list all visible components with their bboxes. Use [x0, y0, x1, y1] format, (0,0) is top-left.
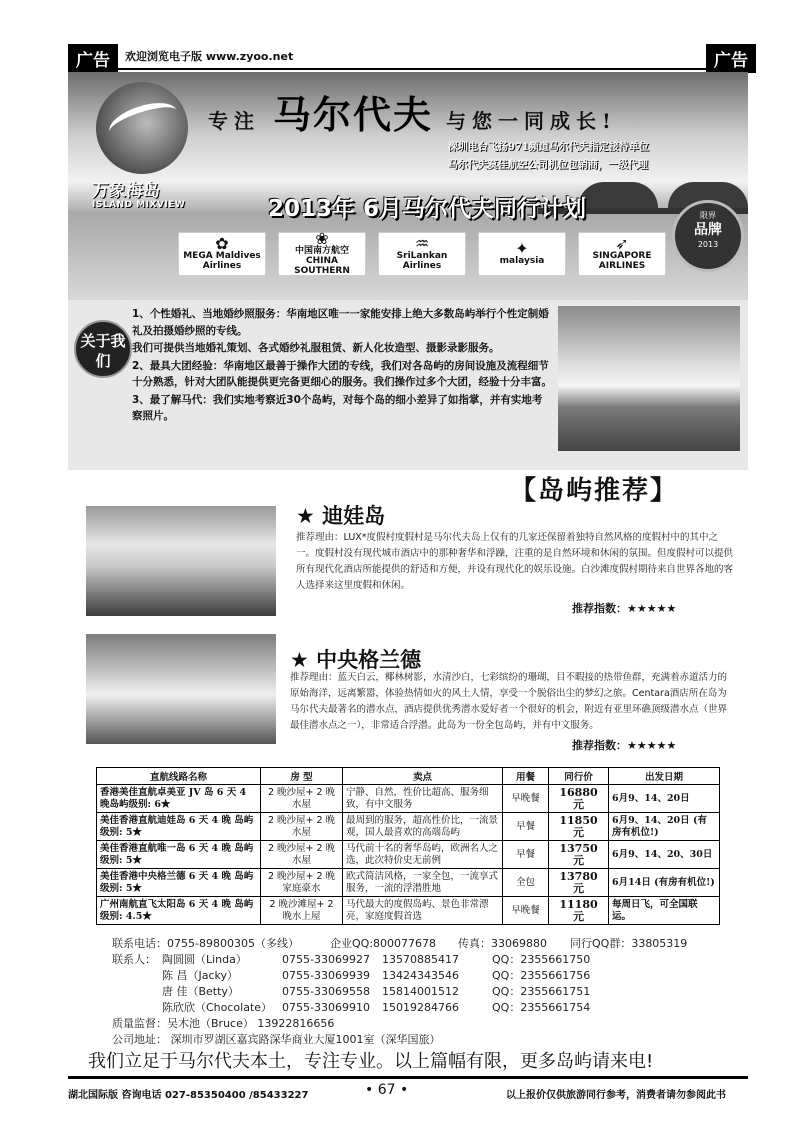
contact-main-row	[112, 936, 732, 952]
person-phone: 0755-33069910	[282, 1001, 370, 1014]
meal-cell: 全包	[503, 869, 549, 897]
about-list	[132, 306, 552, 426]
contact-person-row	[112, 984, 732, 1000]
footer-right: 以上报价仅供旅游同行参考，消费者请勿参阅此书	[506, 1090, 726, 1101]
date-cell: 6月9、14、20、30日	[609, 841, 720, 869]
route-cell: 广州南航直飞太阳岛 6 天 4 晚 岛屿级别: 4.5★	[97, 897, 261, 925]
brand-name-cn: 万象海岛	[92, 181, 160, 201]
fax: 传真：33069880	[458, 937, 547, 950]
company-address: 公司地址： 深圳市罗湖区嘉宾路深华商业大厦1001室（深华国旅）	[112, 1033, 441, 1046]
person-mobile: 13424343546	[382, 969, 459, 982]
col-header: 出发日期	[609, 768, 720, 785]
col-header: 卖点	[343, 768, 503, 785]
table-row	[97, 841, 720, 869]
feature-cell: 马代最大的度假岛屿、景色非常漂亮，家庭度假首选	[343, 897, 503, 925]
person-phone: 0755-33069939	[282, 969, 370, 982]
brand-badge: 限界 品牌 2013	[672, 200, 744, 272]
wau-icon: ✦	[515, 239, 529, 259]
price-table	[96, 767, 720, 925]
slogan	[208, 84, 617, 139]
airline-logos	[178, 229, 666, 276]
price-cell: 16880 元	[549, 785, 609, 813]
date-cell: 6月9、14、20日	[609, 785, 720, 813]
date-cell: 每周日飞，可全国联运。	[609, 897, 720, 925]
hero-note-2: 马尔代夫莫佳航空公司机位包销商，一级代理	[448, 160, 648, 171]
contact-person-row	[112, 968, 732, 984]
room-cell: 2 晚沙屋+ 2 晚水屋	[261, 813, 343, 841]
water-villa	[578, 182, 658, 208]
slogan-post: 与您一同成长!	[445, 109, 617, 133]
meal-cell: 早餐	[503, 841, 549, 869]
plan-title: 2013年 6月马尔代夫同行计划	[268, 196, 587, 222]
contact-block	[112, 936, 732, 1048]
price-cell: 11850 元	[549, 813, 609, 841]
meal-cell: 早晚餐	[503, 785, 549, 813]
hero-note-1: 深圳电台飞扬971频道马尔代夫指定接待单位	[448, 142, 649, 153]
person-name: 唐 佳（Betty）	[162, 985, 239, 998]
people-label: 联系人：	[112, 953, 156, 966]
page-number: • 67 •	[365, 1082, 409, 1098]
person-mobile: 15814001512	[382, 985, 459, 998]
route-cell: 美佳香港中央格兰德 6 天 4 晚 岛屿级别: 5★	[97, 869, 261, 897]
closing-banner: 我们立足于马尔代夫本土，专注专业。以上篇幅有限，更多岛屿请来电!	[88, 1051, 654, 1072]
person-name: 陈 昌（Jacky）	[162, 969, 239, 982]
table-row	[97, 897, 720, 925]
slogan-big: 马尔代夫	[272, 92, 433, 137]
route-cell: 美佳香港直航唯一岛 6 天 4 晚 岛屿级别: 5★	[97, 841, 261, 869]
person-phone: 0755-33069927	[282, 953, 370, 966]
room-cell: 2 晚沙滩屋+ 2 晚水上屋	[261, 897, 343, 925]
footer-rule	[68, 1076, 748, 1079]
route-cell: 美佳香港直航迪娃岛 6 天 4 晚 岛屿级别: 5★	[97, 813, 261, 841]
price-cell: 11180 元	[549, 897, 609, 925]
person-qq: QQ：2355661750	[492, 953, 591, 966]
contact-person-row	[112, 952, 732, 968]
kapok-icon: ❀	[315, 229, 329, 249]
slogan-pre: 专注	[208, 109, 260, 133]
room-cell: 2 晚沙屋+ 2 晚家庭豪水	[261, 869, 343, 897]
price-cell: 13780 元	[549, 869, 609, 897]
site-url[interactable]: 欢迎浏览电子版 www.zyoo.net	[125, 50, 294, 63]
section-title: 【岛屿推荐】	[510, 476, 679, 506]
island-name-diva: ★ 迪娃岛	[296, 504, 386, 528]
date-cell: 6月14日 (有房有机位!)	[609, 869, 720, 897]
col-header: 房 型	[261, 768, 343, 785]
feature-cell: 欧式简洁风格，一家全包，一流享式服务，一流的浮潜胜地	[343, 869, 503, 897]
col-header: 同行价	[549, 768, 609, 785]
company-qq: 企业QQ:800077678	[330, 937, 437, 950]
price-cell: 13750 元	[549, 841, 609, 869]
table-row	[97, 813, 720, 841]
peer-qq-group: 同行QQ群：33805319	[570, 937, 688, 950]
hero-banner	[68, 72, 748, 300]
about-section	[68, 300, 748, 470]
island-desc-diva: 推荐理由：LUX*度假村度假村是马尔代夫岛上仅有的几家还保留着独特自然风格的度假村中的其中之一。度假村没有现代城市酒店中的那种奢华和浮躁，注重的是自然环境和休闲的氛围。但度假村可以提供所有现代化酒店所能提供的舒适和方便，并设有现代化的娱乐设施。白沙滩度假村期待来自世界各地的客人选择来这里度假和休闲。	[296, 532, 734, 591]
phone-main: 联系电话：0755-89800305（多线）	[112, 937, 299, 950]
col-header: 用餐	[503, 768, 549, 785]
footer-left: 湖北国际版 咨询电话 027-85350400 /85433227	[68, 1090, 309, 1101]
rating-diva: 推荐指数：★★★★★	[572, 602, 677, 615]
quality-supervisor: 质量监督：吴木池（Bruce） 13922816656	[112, 1017, 335, 1030]
contact-person-row	[112, 1000, 732, 1016]
col-header: 直航线路名称	[97, 768, 261, 785]
person-phone: 0755-33069558	[282, 985, 370, 998]
person-qq: QQ：2355661756	[492, 969, 591, 982]
ad-label-right: 广告	[706, 44, 756, 73]
airline-china-southern: ❀ 中国南方航空 CHINA SOUTHERN	[278, 232, 366, 276]
meal-cell: 早晚餐	[503, 897, 549, 925]
ad-label-left: 广告	[68, 44, 118, 73]
peacock-icon: ♒	[414, 234, 430, 254]
feature-cell: 马代前十名的奢华岛屿，欧洲名人之选，此次特价史无前例	[343, 841, 503, 869]
wedding-photo	[558, 306, 740, 451]
table-row	[97, 869, 720, 897]
person-name: 陶圆圆（Linda）	[162, 953, 247, 966]
brand-name-en: ISLAND MIXVIEW	[92, 200, 186, 210]
about-label: 关于我们	[74, 320, 132, 378]
room-cell: 2 晚沙屋+ 2 晚水屋	[261, 841, 343, 869]
route-cell: 香港美佳直航卓美亚 JV 岛 6 天 4 晚岛屿级别: 6★	[97, 785, 261, 813]
island-desc-centara: 推荐理由：蓝天白云，椰林树影，水清沙白，七彩缤纷的珊瑚，目不暇接的热带鱼群，充满着赤道活力的原始海洋，远离繁嚣，体验热情如火的风土人情，享受一个脱俗出尘的梦幻之旅。Centara酒店所在岛为马尔代夫最著名的潜水点，酒店提供优秀潜水爱好者一个很好的机会，附近有亚里环礁顶级潜水点（世界最佳潜水点之一），非常适合浮潜。此岛为一份全包岛屿，并有中文服务。	[290, 672, 728, 731]
about-item: 3、最了解马代：我们实地考察近30个岛屿，对每个岛的细小差异了如指掌，并有实地考察照片。	[132, 393, 543, 422]
about-item: 1、个性婚礼、当地婚纱照服务：华南地区唯一一家能安排上绝大多数岛屿举行个性定制婚礼及拍摄婚纱照的专线。	[132, 308, 549, 337]
airline-mega: ✿ MEGA Maldives Airlines	[178, 232, 266, 276]
header-rule	[68, 68, 748, 70]
meal-cell: 早餐	[503, 813, 549, 841]
person-qq: QQ：2355661754	[492, 1001, 591, 1014]
table-header-row	[97, 768, 720, 785]
table-row	[97, 785, 720, 813]
airline-malaysia: ✦ malaysia	[478, 232, 566, 276]
island-photo-diva	[86, 506, 276, 616]
feature-cell: 宁静、自然，性价比超高、服务细致，有中文服务	[343, 785, 503, 813]
person-qq: QQ：2355661751	[492, 985, 591, 998]
person-name: 陈欣欣（Chocolate）	[162, 1001, 273, 1014]
feature-cell: 最周到的服务，超高性价比，一流景观，国人最喜欢的高端岛屿	[343, 813, 503, 841]
rating-centara: 推荐指数：★★★★★	[572, 739, 677, 752]
room-cell: 2 晚沙屋+ 2 晚水屋	[261, 785, 343, 813]
person-mobile: 13570885417	[382, 953, 459, 966]
date-cell: 6月9、14、20日 (有房有机位!)	[609, 813, 720, 841]
airline-singapore: ➶ SINGAPORE AIRLINES	[578, 232, 666, 276]
about-item: 2、最具大团经验：华南地区最善于操作大团的专线，我们对各岛屿的房间设施及流程细节十分熟悉，针对大团队能提供更完备更细心的服务。我们操作过多个大团，经验十分丰富。	[132, 359, 552, 388]
island-photo-centara	[86, 634, 276, 744]
flower-icon: ✿	[215, 234, 229, 254]
airline-srilankan: ♒ SriLankan Airlines	[378, 232, 466, 276]
about-item: 我们可提供当地婚礼策划、各式婚纱礼服租赁、新人化妆造型、摄影录影服务。	[132, 342, 500, 354]
bird-icon: ➶	[615, 234, 629, 254]
island-name-centara: ★ 中央格兰德	[290, 648, 422, 672]
person-mobile: 15019284766	[382, 1001, 459, 1014]
